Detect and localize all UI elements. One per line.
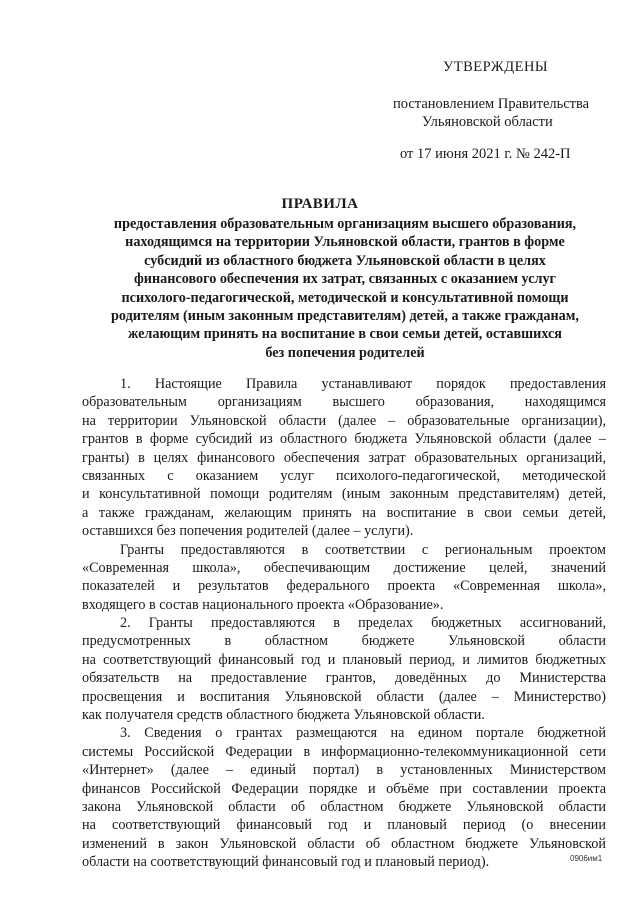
subtitle-line: находящимся на территории Ульяновской области, грантов в форме (125, 234, 565, 251)
document-code: 0906им1 (570, 854, 603, 863)
body-line: просвещения и воспитания Ульяновской области (далее – Министерство) (82, 688, 606, 705)
body-line: входящего в состав национального проекта «Образование». (82, 596, 444, 613)
body-line: связанных с оказанием услуг психолого-педагогической, методической (82, 467, 606, 484)
decree-date: от 17 июня 2021 г. № 242-П (400, 146, 571, 162)
body-line: системы Российской Федерации в информационно-телекоммуникационной сети (82, 743, 606, 760)
subtitle-line: родителям (иным законным представителям) детей, а также гражданам, (111, 308, 579, 325)
body-line: на соответствующий финансовый год и плановый период (о внесении (82, 817, 606, 834)
body-line: образовательным организациям высшего образования, находящимся (82, 394, 606, 411)
body-line: «Интернет» (далее – единый портал) в установленных Министерством (82, 762, 606, 779)
body-line: финансов Российской Федерации порядке и объёме при составлении проекта (82, 780, 606, 797)
body-line: обязательств на предоставление грантов, доведённых до Министерства (82, 670, 606, 687)
body-line: предусмотренных в областном бюджете Ульяновской области (82, 633, 606, 650)
decree-region: Ульяновской области (422, 114, 553, 130)
body-line: изменений в закон Ульяновской области об областном бюджете Ульяновской (82, 835, 606, 852)
body-line: как получателя средств областного бюджета Ульяновской области. (82, 707, 485, 724)
subtitle-line: без попечения родителей (265, 344, 425, 361)
document-subtitle (80, 215, 610, 362)
body-line: Гранты предоставляются в соответствии с региональным проектом (120, 541, 606, 558)
body-line: а также гражданам, желающим принять на воспитание в свои семьи детей, (82, 504, 606, 521)
subtitle-line: финансового обеспечения их затрат, связанных с оказанием услуг (133, 271, 556, 288)
body-line: области на соответствующий финансовый год и плановый период). (82, 854, 490, 871)
approval-heading: УТВЕРЖДЕНЫ (443, 59, 549, 75)
subtitle-line: психолого-педагогической, методической и консультативной помощи (121, 289, 569, 306)
body-line: гранты) в целях финансового обеспечения затрат образовательных организаций, (82, 449, 606, 466)
subtitle-line: предоставления образовательным организациям высшего образования, (113, 216, 577, 232)
subtitle-line: субсидий из областного бюджета Ульяновской области в целях (144, 252, 546, 269)
document-body (82, 375, 606, 872)
body-line: 2. Гранты предоставляются в пределах бюджетных ассигнований, (120, 615, 606, 632)
body-line: и консультативной помощи родителям (иным законным представителям) детей, (82, 486, 606, 503)
body-line: 1. Настоящие Правила устанавливают порядок предоставления (120, 376, 606, 392)
body-line: «Современная школа», обеспечивающим достижение целей, значений (82, 559, 606, 576)
decree-issuer: постановлением Правительства (393, 96, 590, 112)
body-line: на соответствующий финансовый год и плановый период, и лимитов бюджетных (82, 651, 606, 668)
body-line: на территории Ульяновской области (далее – образовательные организации), (82, 412, 606, 429)
body-line: грантов в форме субсидий из областного бюджета Ульяновской области (далее – (82, 431, 606, 448)
body-line: показателей и результатов федерального проекта «Современная школа», (82, 578, 606, 595)
subtitle-line: желающим принять на воспитание в свои семьи детей, оставшихся (128, 326, 562, 343)
body-line: закона Ульяновской области об областном бюджете Ульяновской области (82, 798, 606, 815)
body-line: оставшихся без попечения родителей (далее – услуги). (82, 523, 414, 540)
body-line: 3. Сведения о грантах размещаются на едином портале бюджетной (120, 725, 606, 742)
document-title: ПРАВИЛА (281, 196, 359, 212)
